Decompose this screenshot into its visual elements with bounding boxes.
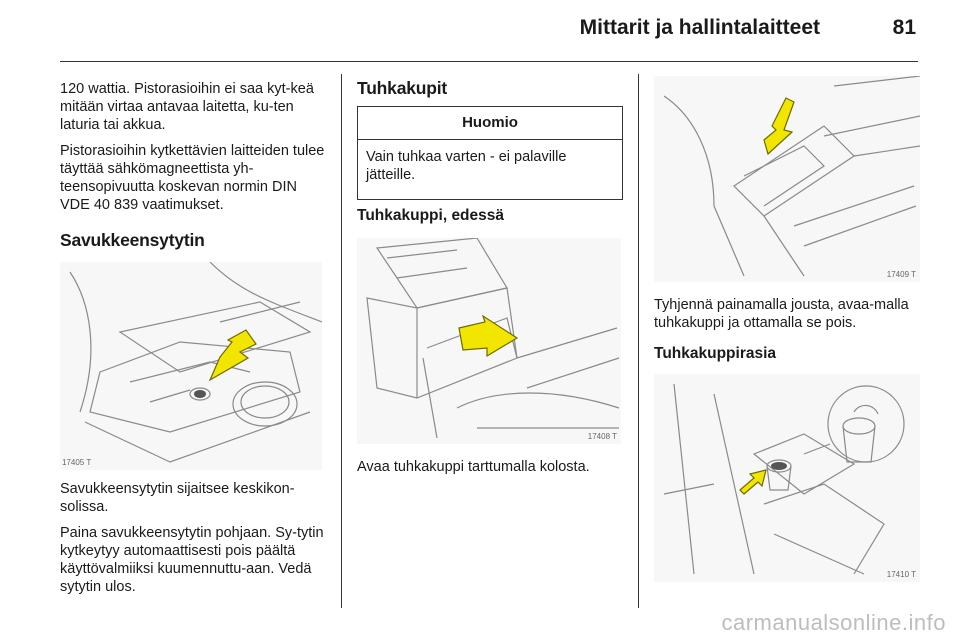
image-code: 17409 T [886, 270, 916, 279]
notice-text: Vain tuhkaa varten - ei palaville jätteille. [366, 149, 567, 183]
intro-paragraph-1: 120 wattia. Pistorasioihin ei saa kyt-keä mitään virtaa antavaa laitetta, ku-ten laturia tai akkua. [60, 81, 314, 133]
section-heading-ashtrays: Tuhkakupit [357, 78, 448, 98]
ashtray-removal-illustration [654, 76, 920, 282]
image-code: 17405 T [62, 458, 92, 467]
page-header-title: Mittarit ja hallintalaitteet [579, 16, 820, 39]
subheading-front-ashtray: Tuhkakuppi, edessä [357, 207, 505, 224]
column-divider-left [341, 74, 342, 608]
lighter-paragraph-2: Paina savukkeensytytin pohjaan. Sy-tytin kytkeytyy automaattisesti pois päältä käyttövalmiiksi kuumennuttu-aan. Vedä sytytin ulos. [60, 525, 324, 595]
pointer-arrow-icon [210, 330, 256, 380]
pointer-arrow-icon [764, 98, 794, 154]
image-code: 17408 T [587, 432, 617, 441]
ashtray-removal-caption: Tyhjennä painamalla jousta, avaa-malla tuhkakuppi ja ottamalla se pois. [654, 297, 909, 331]
cigarette-lighter-illustration [60, 262, 322, 470]
section-heading-lighter: Savukkeensytytin [60, 230, 205, 250]
watermark: carmanualsonline.info [721, 610, 946, 635]
notice-title: Huomio [358, 107, 622, 140]
notice-box [357, 106, 623, 200]
intro-text [60, 80, 328, 222]
lighter-text [60, 480, 328, 604]
header-divider [60, 61, 918, 62]
front-ashtray-caption: Avaa tuhkakuppi tarttumalla kolosta. [357, 459, 590, 475]
image-code: 17410 T [886, 570, 916, 579]
lighter-paragraph-1: Savukkeensytytin sijaitsee keskikon-solissa. [60, 481, 295, 515]
pointer-arrow-icon [740, 470, 766, 494]
ashtray-box-illustration [654, 374, 920, 582]
column-divider-right [638, 74, 639, 608]
front-ashtray-illustration [357, 238, 621, 444]
intro-paragraph-2: Pistorasioihin kytkettävien laitteiden tulee täyttää sähkömagneettista yh-teensopivuutta koskevan normin DIN VDE 40 839 vaatimukset. [60, 143, 325, 213]
subheading-ashtray-box: Tuhkakuppirasia [654, 345, 777, 362]
page-number: 81 [892, 16, 916, 39]
